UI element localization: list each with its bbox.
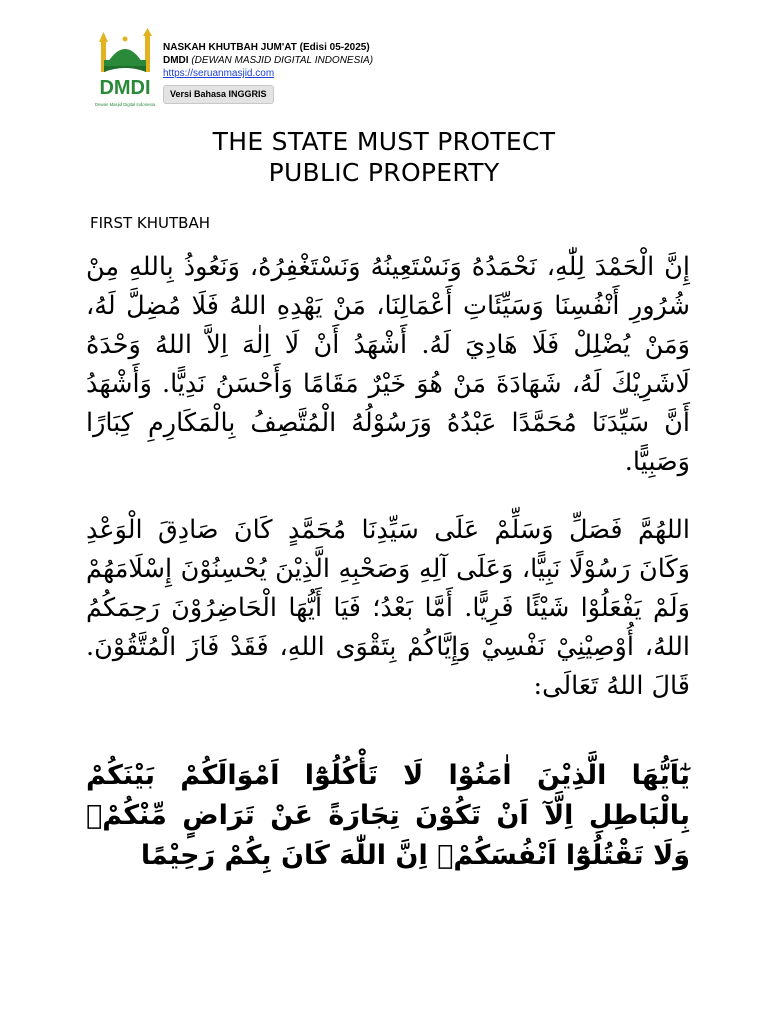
page-title: [0, 126, 768, 188]
logo-text: DMDI: [99, 77, 151, 99]
edition-line: NASKAH KHUTBAH JUM'AT (Edisi 05-2025): [163, 42, 370, 53]
arabic-salawat-paragraph: اللهُمَّ فَصَلِّ وَسَلِّمْ عَلَى سَيِّدِنَا مُحَمَّدٍ كَانَ صَادِقَ الْوَعْدِ وَكَانَ رَسُوْلًا نَبِيًّا، وَعَلَى آلِهِ وَصَحْبِهِ الَّذِيْنَ يُحْسِنُوْنَ إِسْلَامَهُمْ وَلَمْ يَفْعَلُوْا شَيْئًا فَرِيًّا. أَمَّا بَعْدُ؛ فَيَا أَيُّهَا الْحَاضِرُوْنَ رَحِمَكُمُ اللهُ، أُوْصِيْنِيْ نَفْسِيْ وَإِيَّاكُمْ بِتَقْوَى اللهِ، فَقَدْ فَازَ الْمُتَّقُوْنَ. قَالَ اللهُ تَعَالَى:: [86, 515, 690, 701]
version-badge: Versi Bahasa INGGRIS: [163, 85, 274, 104]
title-line-1: THE STATE MUST PROTECT: [212, 127, 556, 156]
section-heading: FIRST KHUTBAH: [90, 214, 211, 232]
logo-caption: Dewan Masjid Digital Indonesia: [95, 102, 155, 107]
website-link[interactable]: https://seruanmasjid.com: [163, 68, 275, 79]
title-line-2: PUBLIC PROPERTY: [268, 158, 500, 187]
org-abbr: DMDI: [163, 55, 189, 66]
arabic-opening-paragraph: إِنَّ الْحَمْدَ لِلّٰهِ، نَحْمَدُهُ وَنَسْتَعِينُهُ وَنَسْتَغْفِرُهُ، وَنَعُوذُ بِاللهِ مِنْ شُرُورِ أَنْفُسِنَا وَسَيِّئَاتِ أَعْمَالِنَا، مَنْ يَهْدِهِ اللهُ فَلَا مُضِلَّ لَهُ، وَمَنْ يُضْلِلْ فَلَا هَادِيَ لَهُ. أَشْهَدُ أَنْ لَا اِلٰهَ اِلاَّ اللهُ وَحْدَهُ لَاشَرِيْكَ لَهُ، شَهَادَةَ مَنْ هُوَ خَيْرٌ مَقَامًا وَأَحْسَنُ نَدِيًّا. وَأَشْهَدُ أَنَّ سَيِّدَنَا مُحَمَّدًا عَبْدُهُ وَرَسُوْلُهُ الْمُتَّصِفُ بِالْمَكَارِمِ كِبَارًا وَصَبِيًّا.: [86, 252, 690, 477]
document-header: [163, 41, 373, 104]
organization-line: [163, 54, 373, 67]
quran-verse: يٰٓاَيُّهَا الَّذِيْنَ اٰمَنُوْا لَا تَأْكُلُوْٓا اَمْوَالَكُمْ بَيْنَكُمْ بِالْبَاطِلِ اِلَّآ اَنْ تَكُوْنَ تِجَارَةً عَنْ تَرَاضٍ مِّنْكُمْۗ وَلَا تَقْتُلُوْٓا اَنْفُسَكُمْۗ اِنَّ اللّٰهَ كَانَ بِكُمْ رَحِيْمًا: [86, 760, 690, 871]
dmdi-logo: [94, 28, 156, 112]
org-full-name: (DEWAN MASJID DIGITAL INDONESIA): [191, 55, 374, 66]
